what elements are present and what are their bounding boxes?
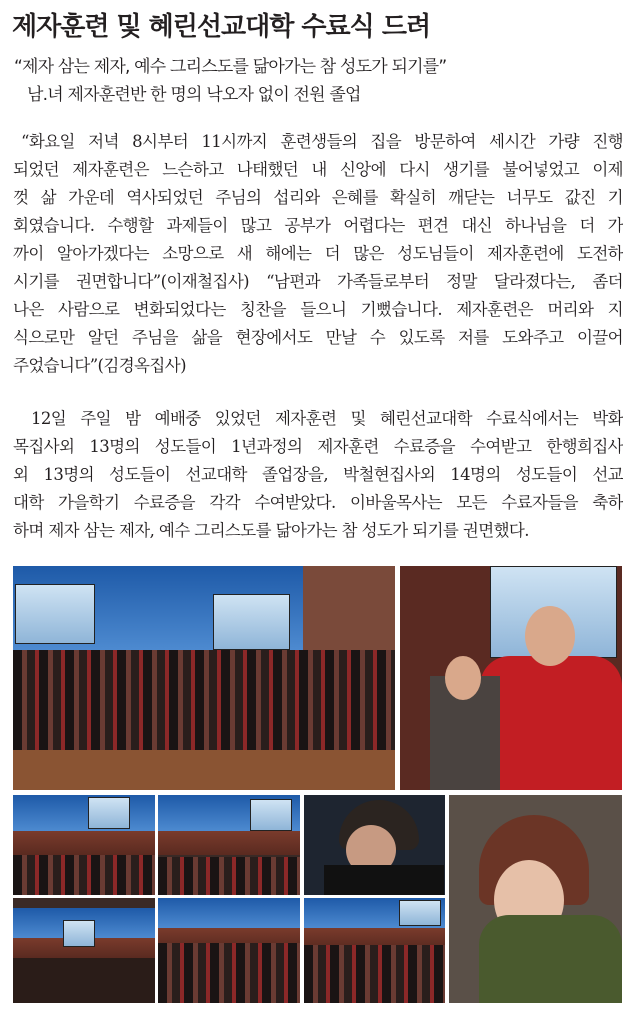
photo-woman-congregation (304, 795, 445, 895)
paragraph-line: “화요일 저녁 8시부터 11시까지 훈련생들의 집을 방문하여 세시간 가량 진행 (21, 132, 623, 151)
testimony-paragraph (13, 128, 623, 380)
ceremony-paragraph (13, 405, 623, 545)
paragraph-line: 껏 삶 가운데 역사되었던 주님의 섭리와 은혜를 확실히 깨닫는 너무도 값진 기 (13, 188, 623, 207)
photo-ceremony-stage (13, 566, 395, 790)
article-title: 제자훈련 및 혜린선교대학 수료식 드려 (12, 12, 431, 42)
paragraph-line: 하며 제자 삼는 제자, 예수 그리스도를 닮아가는 참 성도가 되기를 권면했다. (13, 521, 529, 540)
photo-group-certificates (304, 898, 445, 1003)
paragraph-line: 외 13명의 성도들이 선교대학 졸업장을, 박철현집사외 14명의 성도들이 선교 (13, 465, 623, 484)
photo-stage-small-1 (13, 795, 155, 895)
paragraph-line: 주었습니다”(김경옥집사) (13, 356, 186, 375)
paragraph-line: 대학 가을학기 수료증을 각각 수여받았다. 이바울목사는 모든 수료자들을 축하 (13, 493, 623, 512)
paragraph-line: 나은 사람으로 변화되었다는 칭찬을 들으니 기뻤습니다. 제자훈련은 머리와 지 (13, 300, 623, 319)
paragraph-line: 식으로만 알던 주님을 삶을 현장에서도 만날 수 있도록 저를 도와주고 이끌어 (13, 328, 623, 347)
photo-young-woman (449, 795, 622, 1003)
paragraph-line: 12일 주일 밤 예배중 있었던 제자훈련 및 혜린선교대학 수료식에서는 박화 (31, 409, 623, 428)
paragraph-line: 시기를 권면합니다”(이재철집사) “남편과 가족들로부터 정말 달라졌다는, 좀더 (13, 272, 623, 291)
photo-sanctuary-wide (13, 898, 155, 1003)
paragraph-line: 회였습니다. 수행할 과제들이 많고 공부가 어렵다는 편견 대신 하나님을 더 가 (13, 216, 623, 235)
article-subtitle-quote: “제자 삼는 제자, 예수 그리스도를 닮아가는 참 성도가 되기를” (14, 57, 447, 77)
photo-group-singing (158, 898, 300, 1003)
photo-speaker-microphone (400, 566, 622, 790)
paragraph-line: 까이 알아가겠다는 소망으로 새 해에는 더 많은 성도님들이 제자훈련에 도전하 (13, 244, 623, 263)
article-subtitle-summary: 남.녀 제자훈련반 한 명의 낙오자 없이 전원 졸업 (27, 85, 361, 105)
paragraph-line: 되었던 제자훈련은 느슨하고 나태했던 내 신앙에 다시 생기를 불어넣었고 이제 (13, 160, 623, 179)
paragraph-line: 목집사외 13명의 성도들이 1년과정의 제자훈련 수료증을 수여받고 한행희집사 (13, 437, 623, 456)
photo-stage-small-2 (158, 795, 300, 895)
